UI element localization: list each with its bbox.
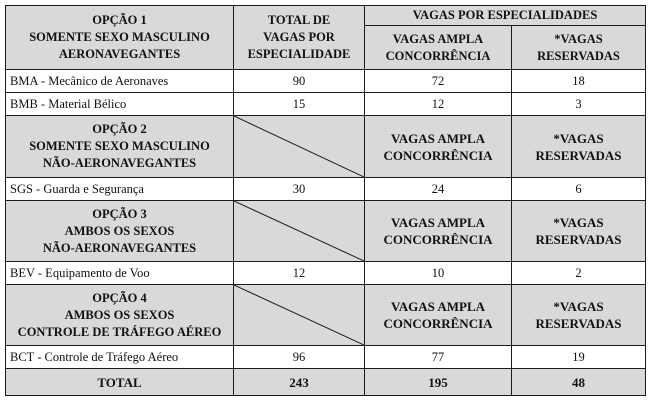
reservadas-header-line1: *VAGAS bbox=[553, 215, 604, 230]
option2-ampla-header bbox=[365, 116, 512, 178]
option4-line3: CONTROLE DE TRÁFEGO AÉREO bbox=[17, 324, 222, 339]
total-header-line2: VAGAS POR bbox=[263, 30, 335, 44]
table-row bbox=[6, 70, 646, 93]
total-sum-cell: 243 bbox=[234, 369, 365, 396]
total-reservadas-cell: 48 bbox=[512, 369, 646, 396]
total-ampla-cell: 195 bbox=[365, 369, 512, 396]
ampla-header-line1: VAGAS AMPLA bbox=[392, 31, 484, 46]
option2-diagonal-cell bbox=[234, 116, 365, 178]
table-row bbox=[6, 262, 646, 285]
reservadas-cell: 18 bbox=[512, 70, 646, 93]
reservadas-header-line2: RESERVADAS bbox=[537, 48, 620, 63]
table-row bbox=[6, 346, 646, 369]
diagonal-line bbox=[234, 285, 364, 345]
option3-header-row bbox=[6, 201, 646, 262]
ampla-header-line1: VAGAS AMPLA bbox=[390, 215, 486, 230]
option3-line2: AMBOS OS SEXOS bbox=[64, 223, 175, 238]
reservadas-cell: 2 bbox=[512, 262, 646, 285]
option2-title: OPÇÃO 2 bbox=[92, 122, 147, 136]
total-label-cell: TOTAL bbox=[6, 369, 234, 396]
especialidade-cell: BEV - Equipamento de Voo bbox=[6, 262, 234, 285]
total-cell: 15 bbox=[234, 93, 365, 116]
ampla-cell: 77 bbox=[365, 346, 512, 369]
option4-ampla-header bbox=[365, 285, 512, 346]
total-header-line1: TOTAL DE bbox=[267, 13, 331, 27]
especialidade-cell: SGS - Guarda e Segurança bbox=[6, 178, 234, 201]
ampla-header bbox=[365, 26, 512, 70]
especialidade-cell: BMB - Material Bélico bbox=[6, 93, 234, 116]
ampla-cell: 24 bbox=[365, 178, 512, 201]
reservadas-header-line1: *VAGAS bbox=[553, 130, 604, 146]
ampla-cell: 10 bbox=[365, 262, 512, 285]
total-cell: 90 bbox=[234, 70, 365, 93]
option3-title: OPÇÃO 3 bbox=[92, 206, 147, 221]
total-cell: 12 bbox=[234, 262, 365, 285]
vacancies-table bbox=[5, 5, 646, 396]
option3-header-cell bbox=[6, 201, 234, 262]
option3-reservadas-header bbox=[512, 201, 646, 262]
option4-reservadas-header bbox=[512, 285, 646, 346]
reservadas-header-line2: RESERVADAS bbox=[535, 147, 622, 163]
option1-line3: AERONAVEGANTES bbox=[58, 47, 181, 61]
reservadas-header-line1: *VAGAS bbox=[554, 31, 603, 46]
option1-header-cell bbox=[6, 6, 234, 70]
option3-ampla-header bbox=[365, 201, 512, 262]
option3-diagonal-cell bbox=[234, 201, 365, 262]
ampla-header-line2: CONCORRÊNCIA bbox=[383, 147, 493, 163]
ampla-header-line2: CONCORRÊNCIA bbox=[383, 316, 493, 331]
ampla-cell: 12 bbox=[365, 93, 512, 116]
reservadas-cell: 3 bbox=[512, 93, 646, 116]
diagonal-line bbox=[234, 201, 364, 261]
total-column-header bbox=[234, 6, 365, 70]
table-row bbox=[6, 93, 646, 116]
ampla-header-line2: CONCORRÊNCIA bbox=[385, 48, 491, 63]
option2-header-cell bbox=[6, 116, 234, 178]
option4-header-cell bbox=[6, 285, 234, 346]
ampla-header-line2: CONCORRÊNCIA bbox=[383, 232, 493, 247]
especialidade-cell: BMA - Mecânico de Aeronaves bbox=[6, 70, 234, 93]
reservadas-cell: 19 bbox=[512, 346, 646, 369]
vagas-group-header: VAGAS POR ESPECIALIDADES bbox=[365, 6, 646, 26]
reservadas-header-line2: RESERVADAS bbox=[535, 232, 622, 247]
table-row bbox=[6, 178, 646, 201]
option3-line3: NÃO-AERONAVEGANTES bbox=[42, 240, 197, 255]
option2-reservadas-header bbox=[512, 116, 646, 178]
reservadas-header-line2: RESERVADAS bbox=[535, 316, 622, 331]
ampla-header-line1: VAGAS AMPLA bbox=[390, 130, 486, 146]
option2-line2: SOMENTE SEXO MASCULINO bbox=[29, 139, 210, 153]
total-cell: 30 bbox=[234, 178, 365, 201]
option2-header-row bbox=[6, 116, 646, 178]
option4-diagonal-cell bbox=[234, 285, 365, 346]
header-row-top bbox=[6, 6, 646, 26]
option1-line2: SOMENTE SEXO MASCULINO bbox=[29, 30, 210, 44]
option4-title: OPÇÃO 4 bbox=[92, 290, 147, 305]
option4-header-row bbox=[6, 285, 646, 346]
option4-line2: AMBOS OS SEXOS bbox=[64, 307, 175, 322]
reservadas-header-line1: *VAGAS bbox=[553, 299, 604, 314]
reservadas-cell: 6 bbox=[512, 178, 646, 201]
total-cell: 96 bbox=[234, 346, 365, 369]
reservadas-header bbox=[512, 26, 646, 70]
option2-line3: NÃO-AERONAVEGANTES bbox=[42, 156, 197, 170]
total-row bbox=[6, 369, 646, 396]
diagonal-line bbox=[234, 116, 364, 177]
total-header-line3: ESPECIALIDADE bbox=[247, 47, 351, 61]
option1-title: OPÇÃO 1 bbox=[92, 13, 147, 27]
ampla-cell: 72 bbox=[365, 70, 512, 93]
ampla-header-line1: VAGAS AMPLA bbox=[390, 299, 486, 314]
vacancies-table-container bbox=[5, 5, 646, 396]
especialidade-cell: BCT - Controle de Tráfego Aéreo bbox=[6, 346, 234, 369]
